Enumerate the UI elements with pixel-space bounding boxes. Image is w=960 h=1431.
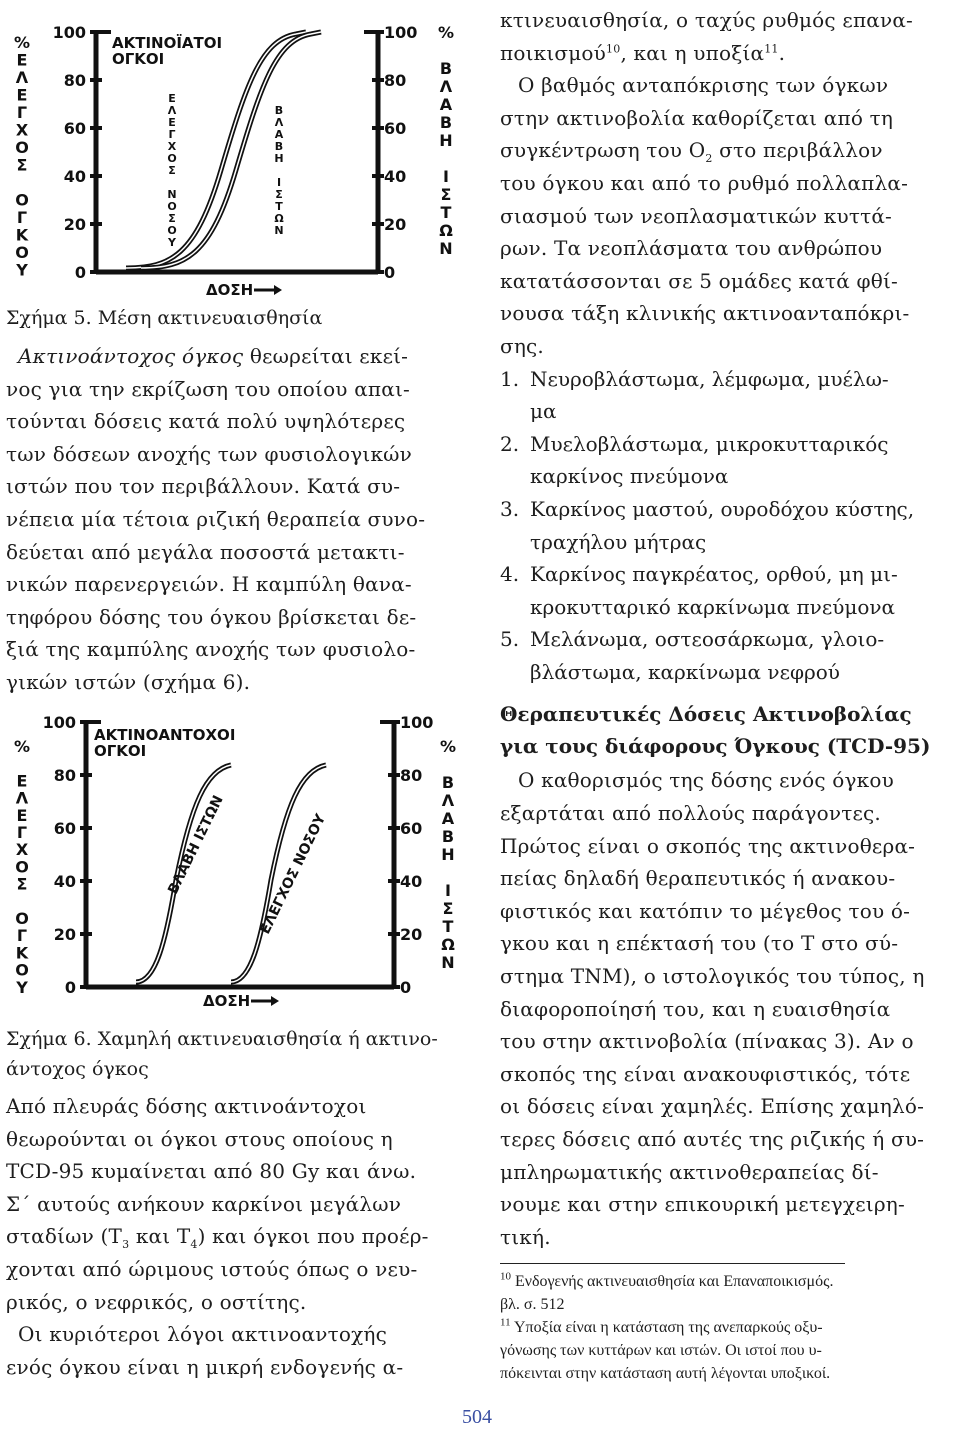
figure-5-left-label-char: Ο (15, 138, 29, 157)
paragraph-line: δεύεται από μεγάλα ποσοστά μετακτι- (6, 539, 405, 564)
figure-6-right-label-char: Λ (441, 791, 455, 810)
figure-6-right-tick-label: 100 (400, 713, 434, 732)
figure-5-left-label-char: Λ (15, 68, 29, 87)
paragraph-line: των δόσεων ανοχής των φυσιολογικών (6, 441, 413, 466)
paragraph-line: ιστών που τον περιβάλλουν. Κατά συ- (6, 474, 401, 499)
figure-5-left-label-char: Σ (16, 155, 28, 175)
figure-6-left-label-char: Ε (16, 805, 28, 825)
figure-6-right-axis-label (440, 737, 456, 972)
paragraph-line: γκου και η επέκτασή του (το T στο σύ- (500, 931, 899, 956)
figure-6-left-tick-label: 80 (53, 766, 76, 785)
figure-5-right-label-char: Ν (439, 239, 453, 258)
figure-5-curve1-char: Ο (167, 152, 177, 165)
paragraph-line: νουμε και στην επικουρική μετεγχειρη- (500, 1192, 905, 1217)
figure-5-left-tick-label: 60 (63, 119, 86, 138)
arrow-right-icon (271, 996, 279, 1006)
figure-5-left-label-char: % (13, 33, 31, 52)
figure-6-left-label-char: Ο (15, 960, 29, 980)
figure-5-right-label-char: Λ (439, 77, 453, 96)
figure-5 (6, 10, 461, 300)
list-item-continued: καρκίνος πνεύμονα (530, 464, 729, 489)
figure-5-right-label-char: Σ (440, 185, 452, 204)
paragraph-line: Ακτινοάντοχος όγκος θεωρείται εκεί- (18, 344, 409, 368)
figure-5-curve2-char: Ι (276, 176, 282, 189)
figure-6-left-label-char: Κ (15, 943, 29, 963)
figure-5-curve1-char: Σ (168, 212, 176, 225)
figure-5-left-label-char: Υ (16, 260, 28, 280)
figure-6-right-tick-label: 20 (400, 925, 423, 944)
figure-6 (6, 710, 461, 1010)
paragraph-tcd (500, 764, 958, 1253)
figure-6-left-label-char: Ε (16, 771, 28, 791)
figure-5-curve1-char: Ε (168, 116, 176, 129)
figure-6-right-label-char: Σ (442, 899, 454, 918)
figure-5-curve1-char: Σ (168, 164, 176, 177)
figure-6-left-axis-label (14, 737, 30, 997)
paragraph-line: πείας δηλαδή θεραπευτικός ή ανακου- (500, 866, 896, 891)
figure-6-right-label-char: % (439, 737, 457, 756)
paragraph-line: διαφοροποίησή του, και η ευαισθησία (500, 996, 891, 1021)
page-number: 504 (462, 1406, 492, 1428)
figure-5-left-label-char: Ε (16, 85, 28, 105)
figure-5-curve2-char: Β (274, 140, 284, 153)
figure-5-right-tick-label: 40 (384, 167, 407, 186)
figure-6-right-label-char: Ν (441, 953, 455, 972)
figure-5-left-tick-label: 0 (74, 263, 86, 282)
paragraph-2: Από πλευράς δόσης ακτινοάντοχοι θεωρούνται οι όγκοι στους οποίους η TCD-95 κυμαίνεται από 80 Gy και άνω. Σ΄ αυτούς ανήκουν καρκίνοι μεγάλων σταδίων ($T_3$ και $T_4$) και όγκοι που προέρ- χονται από ώριμους ιστούς όπως ο νευ- ρικός, ο νεφρικός, ο οστίτης. Οι κυριότεροι λόγοι ακτινοαντοχής ενός όγκου είναι η μικρή ενδογενής α- (6, 1094, 429, 1379)
figure-6-curve2-label: ΕΛΕΓΧΟΣ ΝΟΣΟΥ (257, 811, 330, 937)
figure-5-curve2-char: Η (274, 152, 284, 165)
figure-6-left-tick-label: 40 (53, 872, 76, 891)
figure-5-left-label-char: Γ (16, 103, 28, 122)
figure-6-left-tick-label: 0 (64, 978, 76, 997)
figure-5-right-label-char: Α (439, 95, 453, 114)
figure-5-right-label-char: Β (439, 113, 453, 132)
figure-6-left-label-char: Ο (15, 909, 29, 928)
paragraph-1 (6, 340, 458, 699)
paragraph-line: νικών παρενεργειών. Η καμπύλη θανα- (6, 572, 412, 597)
figure-6-curve-disease-control (231, 765, 326, 982)
paragraph-line: τική. (500, 1224, 551, 1249)
figure-5-curve1-char: Υ (168, 236, 176, 249)
figure-6-caption: Σχήμα 6. Χαμηλή ακτινευαισθησία ή ακτινο- άντοχος όγκος (6, 1028, 438, 1080)
list-item-continued: κροκυτταρικό καρκίνωμα πνεύμονα (530, 594, 896, 619)
figure-6-right-label-char: Α (441, 809, 455, 828)
figure-6-right-tick-label: 40 (400, 872, 423, 891)
figure-5-right-label-char: Η (439, 131, 453, 150)
figure-6-right-label-char: Β (441, 773, 455, 792)
figure-6-curve1-label: ΒΛΑΒΗ ΙΣΤΩΝ (165, 793, 227, 897)
figure-5-curve1-char: Ο (167, 200, 177, 213)
list-item: 1. Νευροβλάστωμα, λέμφωμα, μυέλω- (500, 366, 889, 391)
figure-5-left-label-char: Ο (15, 243, 29, 262)
figure-6-left-tick-label: 60 (53, 819, 76, 838)
figure-5-caption: Σχήμα 5. Μέση ακτινευαισθησία (6, 307, 323, 329)
paragraph-line: ξιά της καμπύλης ανοχής των φυσιολο- (6, 637, 416, 662)
figure-6-title-line2: ΟΓΚΟΙ (94, 742, 147, 760)
figure-6-right-label-char: Η (441, 845, 455, 864)
paragraph-line: τερες δόσεις από αυτές της ριζικής ή συ- (500, 1127, 925, 1151)
footnote-ref-10[interactable]: 10 (606, 41, 621, 55)
figure-5-left-tick-label: 100 (52, 23, 86, 42)
figure-5-curve1-char: Ε (168, 92, 176, 105)
figure-5-right-tick-label: 80 (384, 71, 407, 90)
figure-5-right-tick-label: 60 (384, 119, 407, 138)
figure-6-right-label-char: Β (441, 827, 455, 846)
figure-5-left-axis-label (14, 33, 30, 280)
figure-6-right-tick-label: 0 (400, 978, 412, 997)
figure-5-curve2-label (274, 104, 284, 237)
figure-5-right-tick-label: 0 (384, 263, 396, 282)
paragraph-line: γικών ιστών (σχήμα 6). (6, 669, 251, 694)
figure-5-curve1-label (167, 92, 177, 249)
figure-5-left-label-char: Γ (16, 208, 28, 227)
paragraph-line: εξαρτάται από πολλούς παράγοντες. (500, 801, 881, 826)
footnotes: $^{10}$ Ενδογενής ακτινευαισθησία και Επαναποικισμός. βλ. σ. 512 $^{11}$ Υποξία είναι η κατάσταση της ανεπαρκούς οξυ- γόνωσης των κυττάρων και ιστών. Οι ιστοί που υ- πόκεινται στην κατάσταση αυτή λέγονται υποξικοί. (500, 1270, 958, 1385)
figure-6-left-label-char: Γ (16, 926, 28, 946)
figure-5-right-label-char: Β (439, 59, 453, 78)
figure-6-right-label-char: Ι (445, 881, 451, 900)
figure-5-right-label-char: Τ (440, 203, 452, 222)
figure-5-right-label-char: Ω (439, 221, 453, 240)
list-item-continued: βλάστωμα, καρκίνωμα νεφρού (530, 659, 840, 684)
figure-5-right-tick-label: 20 (384, 215, 407, 234)
figure-6-x-label: ΔΟΣΗ (203, 992, 251, 1010)
figure-5-curve1-char: Λ (167, 104, 177, 117)
figure-6-left-tick-label: 20 (53, 925, 76, 944)
paragraph-line: μπληρωματικής ακτινοθεραπείας δί- (500, 1159, 879, 1184)
figure-6-left-label-char: Λ (15, 788, 29, 808)
figure-5-right-label-char: % (437, 23, 455, 42)
paragraph-line: νέπεια μία τέτοια ριζική θεραπεία συνο- (6, 506, 426, 531)
figure-6-title-line1: ΑΚΤΙΝΟΑΝΤΟΧΟΙ (94, 726, 236, 744)
figure-5-curve1-char: Γ (168, 128, 176, 141)
figure-5-title-line1: ΑΚΤΙΝΟΪΑΤΟΙ (112, 34, 223, 52)
figure-5-title-line2: ΟΓΚΟΙ (112, 50, 165, 68)
figure-5-left-label-char: Κ (15, 225, 29, 245)
footnote-10: $^{10}$ Ενδογενής ακτινευαισθησία και Επαναποικισμός. (500, 1270, 834, 1290)
figure-5-curve2-char: Α (274, 128, 284, 141)
figure-6-right-tick-label: 60 (400, 819, 423, 838)
figure-6-left-label-char: Χ (15, 840, 29, 860)
paragraph-line: Πρώτος είναι ο σκοπός της ακτινοθερα- (500, 833, 916, 858)
continued-line: κτινευαισθησία, ο ταχύς ρυθμός επανα- (500, 8, 914, 32)
paragraph-line: φιστικός και κατόπιν το μέγεθος του ό- (500, 898, 911, 923)
list-item: 5. Μελάνωμα, οστεοσάρκωμα, γλοιο- (500, 627, 885, 652)
paragraph-line: τηφόρου δόσης του όγκου βρίσκεται δε- (6, 604, 417, 629)
tumor-groups-list (500, 363, 958, 689)
paragraph-line: Ο καθορισμός της δόσης ενός όγκου (518, 768, 894, 793)
figure-6-right-label-char: Τ (442, 917, 454, 936)
list-item-continued: τραχήλου μήτρας (530, 529, 707, 554)
list-item: 4. Καρκίνος παγκρέατος, ορθού, μη μι- (500, 562, 898, 587)
figure-6-left-label-char: Γ (16, 823, 28, 842)
figure-5-right-axis-label (438, 23, 454, 258)
figure-5-curve1-char: Χ (167, 140, 177, 153)
paragraph-line: τούνται δόσεις κατά πολύ υψηλότερες (6, 409, 406, 434)
footnote-divider (500, 1263, 845, 1264)
list-item: 2. Μυελοβλάστωμα, μικροκυτταρικός (500, 431, 889, 456)
figure-5-left-tick-label: 40 (63, 167, 86, 186)
figure-6-left-label-char: Υ (16, 977, 28, 997)
figure-5-left-tick-label: 20 (63, 215, 86, 234)
figure-5-right-tick-label: 100 (384, 23, 418, 42)
figure-5-left-label-char: Χ (15, 120, 29, 140)
figure-5-left-label-char: Ο (15, 190, 29, 210)
list-item: 3. Καρκίνος μαστού, ουροδόχου κύστης, (500, 496, 915, 521)
paragraph-line: στημα TNM), ο ιστολογικός του τύπος, η (500, 964, 925, 989)
figure-6-left-tick-label: 100 (42, 713, 76, 732)
figure-6-left-label-char: Ο (15, 857, 29, 877)
figure-5-left-tick-label: 80 (63, 71, 86, 90)
paragraph-line: οι δόσεις είναι χαμηλές. Επίσης χαμηλό- (500, 1094, 925, 1119)
footnote-ref-11[interactable]: 11 (764, 41, 779, 55)
figure-5-curve1-char: Ν (167, 188, 177, 201)
section-heading: Θεραπευτικές Δόσεις Ακτινοβολίας για τους διάφορους Όγκους (TCD-95) (500, 702, 931, 759)
list-item-continued: μα (530, 399, 557, 424)
figure-5-right-label-char: Ι (443, 167, 449, 186)
figure-5-x-label: ΔΟΣΗ (206, 281, 254, 299)
figure-6-left-label-char: Σ (16, 874, 28, 894)
figure-5-left-label-char: Ε (16, 50, 28, 70)
figure-5-curve2-char: Τ (275, 200, 283, 213)
figure-5-curve2-char: Λ (274, 116, 284, 129)
figure-6-right-label-char: Ω (441, 935, 455, 954)
paragraph-line: σκοπός της είναι ανακουφιστικός, τότε (500, 1061, 911, 1086)
figure-5-curve2-char: Ν (274, 224, 284, 237)
paragraph-line: νος για την εκρίζωση του οποίου απαι- (6, 376, 410, 401)
arrow-right-icon (274, 285, 282, 295)
figure-6-right-tick-label: 80 (400, 766, 423, 785)
figure-5-curve2-char: Ω (274, 212, 284, 225)
figure-6-left-label-char: % (13, 737, 31, 756)
figure-5-curve2-char: Β (274, 104, 284, 117)
figure-5-curve2-char: Σ (275, 188, 283, 201)
footnote-11: $^{11}$ Υποξία είναι η κατάσταση της ανεπαρκούς οξυ- (500, 1316, 823, 1336)
figure-5-chart (6, 10, 461, 300)
figure-5-curve1-char: Ο (167, 224, 177, 237)
figure-6-chart (6, 710, 461, 1010)
paragraph-line: του στην ακτινοβολία (πίνακας 3). Αν ο (500, 1029, 914, 1054)
